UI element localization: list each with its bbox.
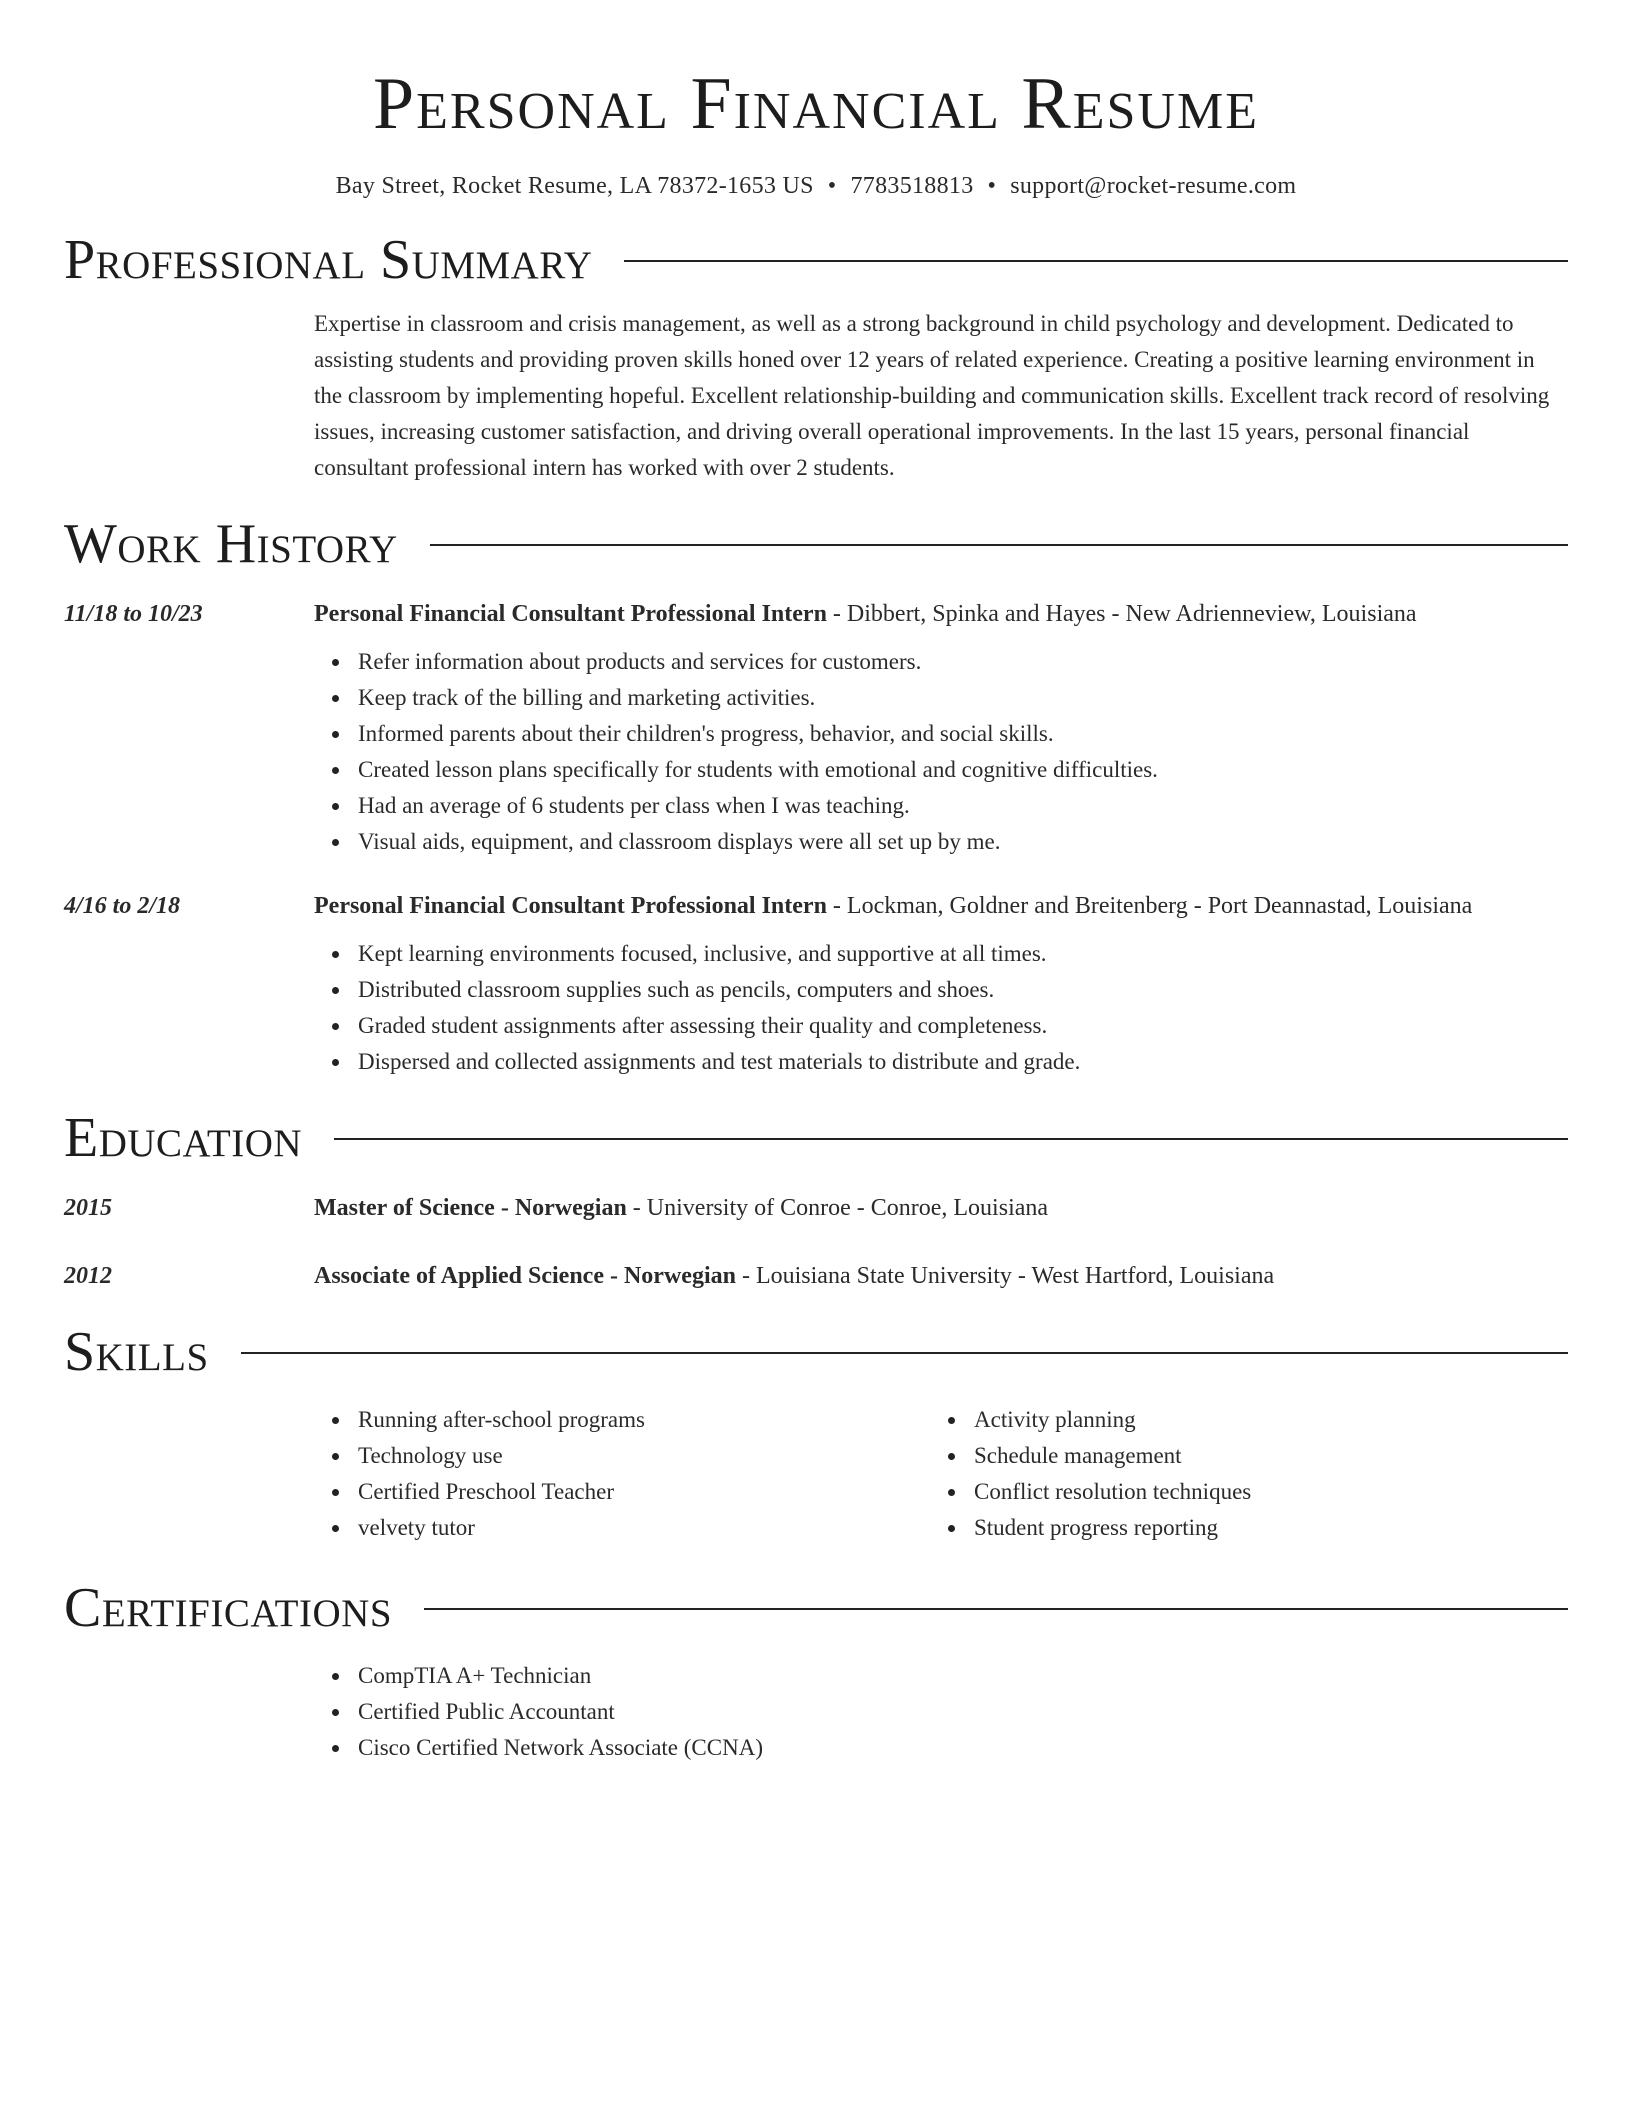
education-entry (64, 1188, 1568, 1228)
list-item: Student progress reporting (974, 1510, 1546, 1546)
skills-list (314, 1402, 1568, 1546)
contact-separator: • (827, 173, 837, 199)
section-divider (430, 544, 1568, 546)
list-item: Keep track of the billing and marketing activities. (358, 680, 1568, 716)
section-header (64, 228, 1568, 292)
job-dates: 11/18 to 10/23 (64, 601, 203, 627)
list-item: Cisco Certified Network Associate (CCNA) (358, 1730, 1568, 1766)
list-item: Kept learning environments focused, inclusive, and supportive at all times. (358, 936, 1568, 972)
section-certifications (64, 1576, 1568, 1766)
certifications-list (314, 1658, 1568, 1766)
job-employer: - Dibbert, Spinka and Hayes - New Adrienneview, Louisiana (826, 601, 1417, 627)
section-skills (64, 1320, 1568, 1546)
summary-body (314, 306, 1568, 486)
section-title: Professional Summary (64, 229, 593, 291)
resume-page (64, 0, 1568, 1766)
section-education (64, 1106, 1568, 1296)
education-year: 2015 (64, 1195, 112, 1221)
section-divider (241, 1352, 1568, 1354)
job-bullets (314, 936, 1568, 1080)
list-item: Certified Public Accountant (358, 1694, 1568, 1730)
education-heading (314, 1256, 1568, 1296)
job-employer: - Lockman, Goldner and Breitenberg - Port Deannastad, Louisiana (826, 893, 1473, 919)
contact-email: support@rocket-resume.com (1010, 173, 1297, 199)
section-header (64, 512, 1568, 576)
list-item: CompTIA A+ Technician (358, 1658, 1568, 1694)
contact-separator: • (987, 173, 997, 199)
job-bullets (314, 644, 1568, 860)
list-item: Informed parents about their children's progress, behavior, and social skills. (358, 716, 1568, 752)
section-header (64, 1106, 1568, 1170)
section-divider (334, 1138, 1568, 1140)
list-item: Graded student assignments after assessing their quality and completeness. (358, 1008, 1568, 1044)
section-title: Work History (64, 513, 398, 575)
list-item: Activity planning (974, 1402, 1546, 1438)
education-degree: Master of Science - Norwegian (314, 1195, 627, 1221)
contact-line (64, 170, 1568, 202)
skills-column-left (314, 1402, 930, 1546)
list-item: Technology use (358, 1438, 930, 1474)
education-year: 2012 (64, 1263, 112, 1289)
education-heading (314, 1188, 1568, 1228)
contact-phone: 7783518813 (850, 173, 974, 199)
job-title: Personal Financial Consultant Professional Intern (314, 601, 827, 627)
education-school: - University of Conroe - Conroe, Louisiana (626, 1195, 1049, 1221)
section-divider (624, 260, 1568, 262)
section-professional-summary (64, 228, 1568, 486)
list-item: Refer information about products and services for customers. (358, 644, 1568, 680)
job-entry (64, 886, 1568, 1080)
education-entry (64, 1256, 1568, 1296)
list-item: Schedule management (974, 1438, 1546, 1474)
list-item: Conflict resolution techniques (974, 1474, 1546, 1510)
job-title: Personal Financial Consultant Professional Intern (314, 893, 827, 919)
list-item: Had an average of 6 students per class when I was teaching. (358, 788, 1568, 824)
list-item: velvety tutor (358, 1510, 930, 1546)
job-entry (64, 594, 1568, 860)
list-item: Created lesson plans specifically for students with emotional and cognitive difficulties. (358, 752, 1568, 788)
list-item: Distributed classroom supplies such as pencils, computers and shoes. (358, 972, 1568, 1008)
contact-address: Bay Street, Rocket Resume, LA 78372-1653 US (335, 173, 814, 199)
job-heading (314, 886, 1568, 926)
section-title: Education (64, 1107, 303, 1169)
section-divider (424, 1608, 1568, 1610)
job-dates: 4/16 to 2/18 (64, 893, 181, 919)
list-item: Dispersed and collected assignments and test materials to distribute and grade. (358, 1044, 1568, 1080)
list-item: Running after-school programs (358, 1402, 930, 1438)
list-item: Certified Preschool Teacher (358, 1474, 930, 1510)
list-item: Visual aids, equipment, and classroom displays were all set up by me. (358, 824, 1568, 860)
section-title: Skills (64, 1321, 209, 1383)
education-school: - Louisiana State University - West Hartford, Louisiana (735, 1263, 1275, 1289)
skills-column-right (930, 1402, 1546, 1546)
section-title: Certifications (64, 1577, 393, 1639)
resume-title: Personal Financial Resume (373, 63, 1259, 145)
section-header (64, 1320, 1568, 1384)
section-work-history (64, 512, 1568, 1080)
summary-text: Expertise in classroom and crisis management, as well as a strong background in child psychology and development. Dedicated to assisting students and providing proven skills honed over 12 years of related experience. Creating a positive learning environment in the classroom by implementing hopeful. Excellent relationship-building and communication skills. Excellent track record of resolving issues, increasing customer satisfaction, and driving overall operational improvements. In the last 15 years, personal financial consultant professional intern has worked with over 2 students. (314, 311, 1550, 480)
education-degree: Associate of Applied Science - Norwegian (314, 1263, 736, 1289)
section-header (64, 1576, 1568, 1640)
job-heading (314, 594, 1568, 634)
